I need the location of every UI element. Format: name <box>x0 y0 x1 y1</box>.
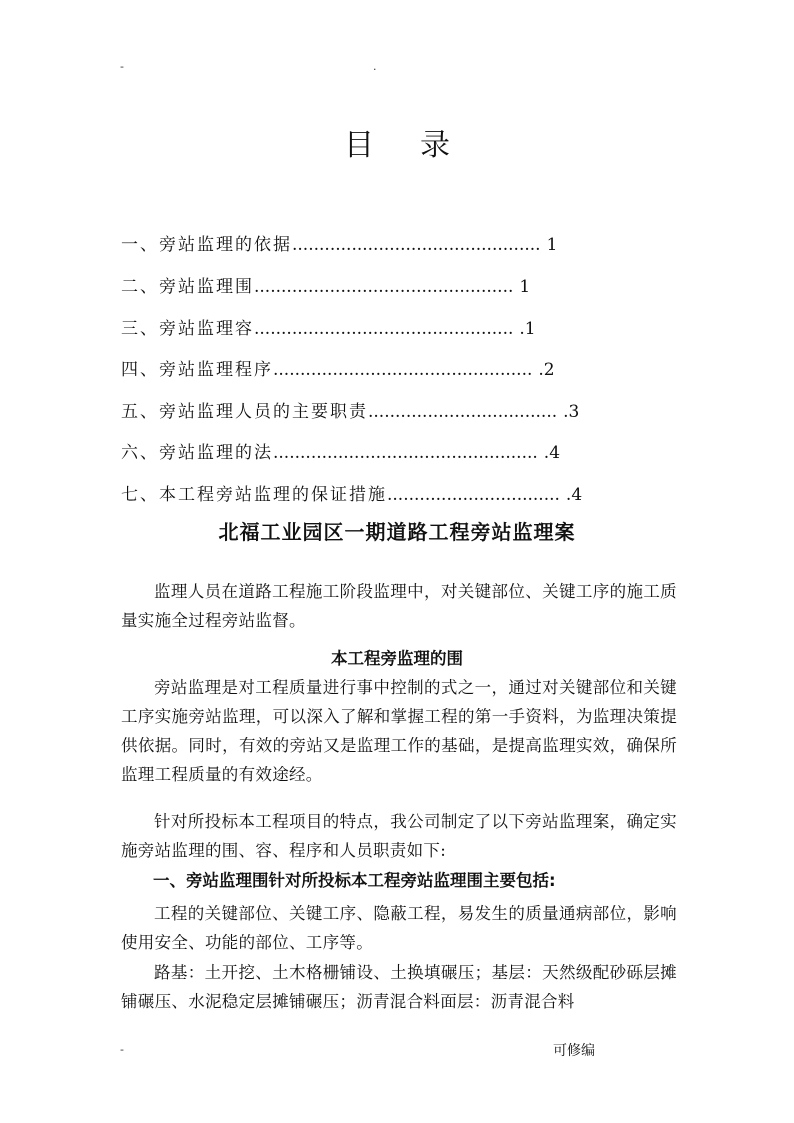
toc-item-label: 三、旁站监理容 <box>121 319 254 339</box>
toc-item-label: 一、旁站监理的依据 <box>121 235 292 255</box>
toc-page-number: .4 <box>565 485 583 505</box>
toc-item-label: 六、旁站监理的法 <box>121 443 273 463</box>
toc-page-number: 1 <box>546 235 558 255</box>
body-paragraph: 工程的关键部位、关键工序、隐蔽工程，易发生的质量通病部位，影响使用安全、功能的部位、工序等。 <box>121 904 677 952</box>
toc-item-label: 二、旁站监理围 <box>121 277 254 297</box>
footer-left-mark: - <box>120 1043 124 1056</box>
toc-item-label: 四、旁站监理程序 <box>121 360 273 380</box>
section-subheading: 本工程旁监理的围 <box>331 649 463 668</box>
body-paragraph: 旁站监理是对工程质量进行事中控制的式之一，通过对关键部位和关键工序实施旁站监理，可以深入了解和掌握工程的第一手资料，为监理决策提供依据。同时，有效的旁站又是监理工作的基础，是提高监理实效，确保所监理工程质量的有效途经。 <box>121 678 677 784</box>
toc-item-label: 七、本工程旁站监理的保证措施 <box>121 485 387 505</box>
header-left-mark: - <box>120 60 124 73</box>
toc-leader-dots: ................................................ <box>273 360 533 380</box>
page-title: 目录 <box>344 128 496 163</box>
toc-item[interactable] <box>121 438 560 463</box>
toc-item[interactable] <box>121 230 557 255</box>
toc-leader-dots: ................................................ <box>254 319 514 339</box>
toc-page-number: .3 <box>563 402 580 422</box>
toc-page-number: .4 <box>543 443 561 463</box>
toc-page-number: .2 <box>538 360 555 380</box>
toc-item[interactable] <box>121 397 579 422</box>
body-paragraph: 针对所投标本工程项目的特点，我公司制定了以下旁站监理案，确定实施旁站监理的围、容、程序和人员职责如下: <box>121 812 677 860</box>
toc-leader-dots: ................................................ <box>254 277 514 297</box>
toc-leader-dots: ................................ <box>387 485 560 505</box>
toc-item[interactable] <box>121 272 530 297</box>
toc-item[interactable] <box>121 314 536 339</box>
footer-label: 可修编 <box>553 1043 595 1059</box>
toc-page-number: 1 <box>519 277 531 297</box>
header-center-mark: . <box>373 60 377 73</box>
toc-item[interactable] <box>121 480 582 505</box>
toc-item[interactable] <box>121 355 555 380</box>
toc-leader-dots: ................................... <box>368 402 558 422</box>
toc-leader-dots: .............................................. <box>292 235 541 255</box>
section-heading-scope: 一、旁站监理围针对所投标本工程旁站监理围主要包括: <box>153 871 556 890</box>
intro-paragraph: 监理人员在道路工程施工阶段监理中，对关键部位、关键工序的施工质量实施全过程旁站监督。 <box>121 582 677 630</box>
document-heading: 北福工业园区一期道路工程旁站监理案 <box>218 520 576 544</box>
toc-item-label: 五、旁站监理人员的主要职责 <box>121 402 368 422</box>
toc-page-number: .1 <box>519 319 536 339</box>
body-paragraph: 路基：土开挖、土木格栅铺设、土换填碾压；基层：天然级配砂砾层摊铺碾压、水泥稳定层摊铺碾压；沥青混合料面层：沥青混合料 <box>121 963 677 1011</box>
toc-leader-dots: ................................................. <box>273 443 538 463</box>
